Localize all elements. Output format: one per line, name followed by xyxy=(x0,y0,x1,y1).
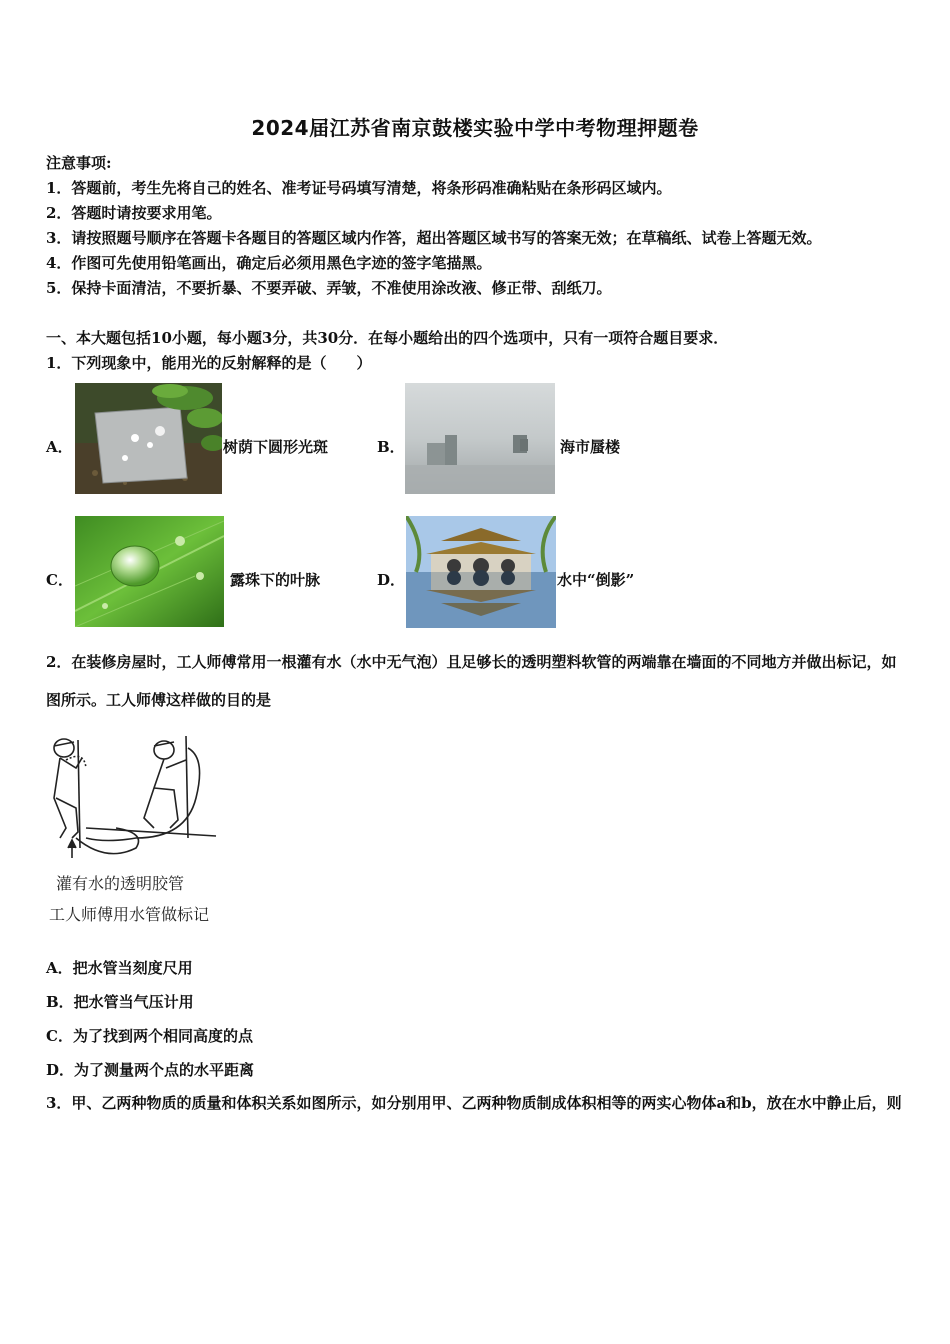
notice-item: 2．答题时请按要求用笔。 xyxy=(46,204,222,222)
figure-caption: 工人师傅用水管做标记 xyxy=(49,905,210,924)
q2-option-b: B．把水管当气压计用 xyxy=(46,993,194,1011)
question-2-stem: 2．在装修房屋时，工人师傅常用一根灌有水（水中无气泡）且足够长的透明塑料软管的两端靠在墙面的不同地方并做出标记，如图所示。工人师傅这样做的目的是 xyxy=(46,653,897,709)
option-text: 露珠下的叶脉 xyxy=(230,571,321,589)
notice-item: 1．答题前，考生先将自己的姓名、准考证号码填写清楚，将条形码准确粘贴在条形码区域内。 xyxy=(46,179,672,197)
notice-item: 4．作图可先使用铅笔画出，确定后必须用黑色字迹的签字笔描黑。 xyxy=(46,254,492,272)
option-text: 水中“倒影” xyxy=(557,571,635,589)
question-3-stem: 3．甲、乙两种物质的质量和体积关系如图所示，如分别用甲、乙两种物质制成体积相等的两实心物体a和b，放在水中静止后，则 xyxy=(46,1094,902,1112)
option-letter: A． xyxy=(46,438,73,456)
q2-option-d: D．为了测量两个点的水平距离 xyxy=(46,1061,255,1079)
q2-option-a: A．把水管当刻度尺用 xyxy=(46,959,193,977)
notice-heading: 注意事项: xyxy=(46,154,112,172)
leaf-shadow-photo-icon xyxy=(75,383,222,494)
option-letter: D． xyxy=(377,571,406,589)
page-title: 2024届江苏省南京鼓楼实验中学中考物理押题卷 xyxy=(251,116,699,140)
pavilion-reflection-photo-icon xyxy=(406,516,556,628)
notice-item: 3．请按照题号顺序在答题卡各题目的答题区域内作答，超出答题区域书写的答案无效；在草稿纸、试卷上答题无效。 xyxy=(46,229,822,247)
section-heading: 一、本大题包括10小题，每小题3分，共30分．在每小题给出的四个选项中，只有一项符合题目要求． xyxy=(46,329,729,347)
question-1-stem: 1．下列现象中，能用光的反射解释的是（ ） xyxy=(46,354,372,372)
dewdrop-leaf-photo-icon xyxy=(75,516,224,627)
q2-option-c: C．为了找到两个相同高度的点 xyxy=(46,1027,253,1045)
workers-water-tube-figure-icon xyxy=(46,728,226,863)
option-text: 海市蜃楼 xyxy=(560,438,621,456)
mirage-photo-icon xyxy=(405,383,555,494)
option-letter: C． xyxy=(46,571,73,589)
figure-label: 灌有水的透明胶管 xyxy=(56,874,185,893)
notice-item: 5．保持卡面清洁，不要折暴、不要弄破、弄皱，不准使用涂改液、修正带、刮纸刀。 xyxy=(46,279,612,297)
option-letter: B． xyxy=(377,438,405,456)
option-text: 树荫下圆形光斑 xyxy=(223,438,329,456)
